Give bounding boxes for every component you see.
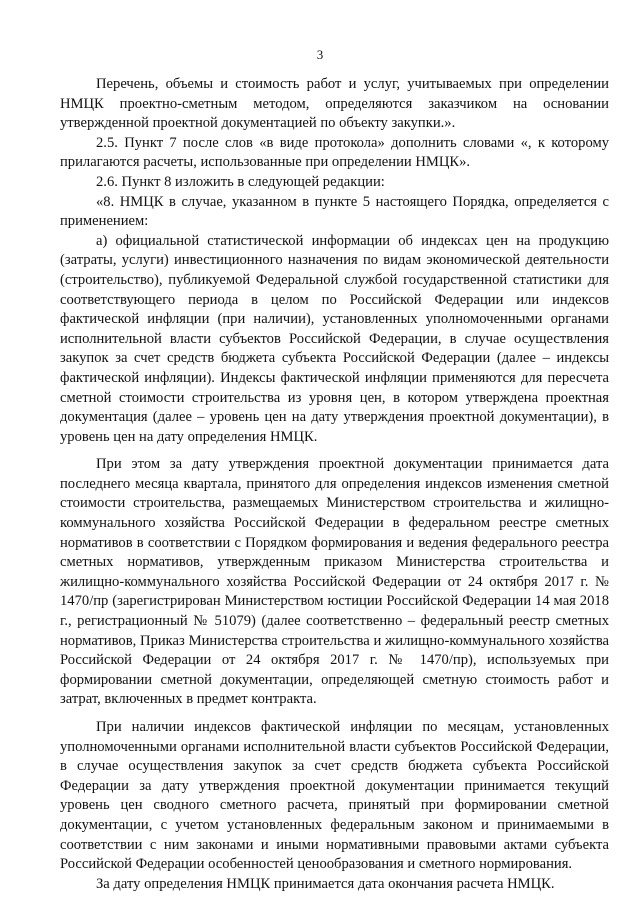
paragraph-8-a: а) официальной статистической информации об индексах цен на продукцию (затраты, услуги) инвестиционного назначения по видам экономической деятельности (строительство), публикуемой Федеральной службой государственной статистики для соответствующего периода в целом по Российской Федерации или индексов фактической инфляции (при наличии), установленных уполномоченными органами исполнительной власти субъектов Российской Федерации, в случае осуществления закупок за счет средств бюджета субъекта Российской Федерации (далее – индексы фактической инфляции). Индексы фактической инфляции применяются для пересчета сметной стоимости строительства из уровня цен, в котором утверждена проектная документация (далее – уровень цен на дату утверждения проектной документации), в уровень цен на дату определения НМЦК. bbox=[60, 232, 609, 445]
paragraph-nmck-date: За дату определения НМЦК принимается дата окончания расчета НМЦК. bbox=[96, 875, 555, 892]
paragraph-work-list: Перечень, объемы и стоимость работ и услуг, учитываемых при определении НМЦК проектно-сметным методом, определяются заказчиком на основании утвержденной проектной документацией по объекту закупки.». bbox=[60, 76, 609, 132]
paragraph-monthly-indexes: При наличии индексов фактической инфляции по месяцам, установленных уполномоченными органами исполнительной власти субъектов Российской Федерации, в случае осуществления закупок за счет средств бюджета субъекта Российской Федерации за дату утверждения проектной документации принимается текущий уровень цен сводного сметного расчета, принятый при формировании сметной документации, с учетом установленных федеральным законом и принимаемыми в соответствии с ним законами и иными нормативными правовыми актами субъекта Российской Федерации особенностей ценообразования и сметного нормирования. bbox=[60, 719, 609, 873]
paragraph-2-5: 2.5. Пункт 7 после слов «в виде протокола» дополнить словами «, к которому прилагаются расчеты, использованные при определении НМЦК». bbox=[60, 134, 609, 171]
page-number: 3 bbox=[316, 47, 324, 62]
paragraph-approval-date: При этом за дату утверждения проектной документации принимается дата последнего месяца квартала, принятого для определения индексов изменения сметной стоимости строительства, размещаемых Министерством строительства и жилищно-коммунального хозяйства Российской Федерации в федеральном реестре сметных нормативов в соответствии с Порядком формирования и ведения федерального реестра сметных нормативов, утвержденным приказом Министерства строительства и жилищно-коммунального хозяйства Российской Федерации от 24 октября 2017 г. № 1470/пр (зарегистрирован Министерством юстиции Российской Федерации 14 мая 2018 г., регистрационный № 51079) (далее соответственно – федеральный реестр сметных нормативов, Приказ Министерства строительства и жилищно-коммунального хозяйства Российской Федерации от 24 октября 2017 г. № 1470/пр), используемых при формировании сметной документации, определяющей сметную стоимость работ и затрат, включенных в предмет контракта. bbox=[60, 456, 609, 708]
paragraph-2-6: 2.6. Пункт 8 изложить в следующей редакции: bbox=[96, 173, 385, 190]
document-body bbox=[60, 75, 609, 894]
paragraph-8-intro: «8. НМЦК в случае, указанном в пункте 5 настоящего Порядка, определяется с применением: bbox=[60, 193, 609, 230]
